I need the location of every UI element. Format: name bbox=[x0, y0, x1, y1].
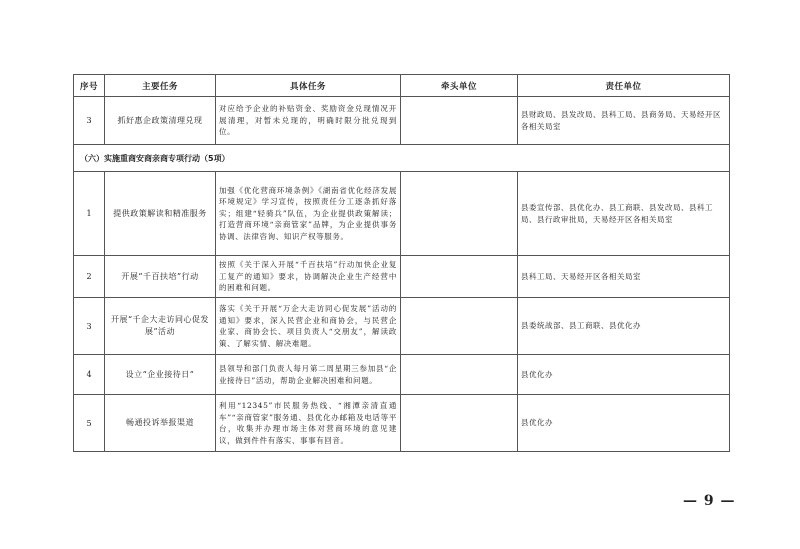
row-main-task: 设立“企业接待日” bbox=[105, 355, 216, 395]
row-no: 4 bbox=[74, 355, 105, 395]
row-no: 3 bbox=[74, 298, 105, 355]
row-no: 1 bbox=[74, 172, 105, 256]
row-detail: 加强《优化营商环境条例》《湖南省优化经济发展环境规定》学习宣传，按照责任分工逐条抓好落实；组建“轻骑兵”队伍，为企业提供政策解读；打造营商环境“亲商管家”品牌，为企业提供事务协调、法律咨询、知识产权等服务。 bbox=[216, 172, 401, 256]
row-detail: 利用“12345”市民服务热线、“湘潭亲清直通车”“亲商管家”服务通、县优化办邮箱及电话等平台，收集并办理市场主体对营商环境的意见建议，做到件件有落实、事事有回音。 bbox=[216, 395, 401, 452]
header-no: 序号 bbox=[74, 75, 105, 97]
table-row bbox=[74, 97, 730, 145]
row-main-task: 畅通投诉举报渠道 bbox=[105, 395, 216, 452]
row-main-task: 开展“千百扶培”行动 bbox=[105, 256, 216, 298]
row-responsible: 县优化办 bbox=[518, 395, 730, 452]
row-lead bbox=[401, 97, 518, 145]
header-responsible: 责任单位 bbox=[518, 75, 730, 97]
table-row bbox=[74, 355, 730, 395]
task-table bbox=[73, 74, 730, 452]
header-main-task: 主要任务 bbox=[105, 75, 216, 97]
page-number: — 9 — bbox=[683, 493, 736, 509]
row-detail: 落实《关于开展“万企大走访同心促发展”活动的通知》要求，深入民营企业和商协会，与民营企业家、商协会长、项目负责人“交朋友”，解读政策、了解实情、解决难题。 bbox=[216, 298, 401, 355]
row-main-task: 抓好惠企政策清理兑现 bbox=[105, 97, 216, 145]
table-row bbox=[74, 172, 730, 256]
section-row bbox=[74, 145, 730, 172]
row-detail: 对应给予企业的补贴资金、奖励资金兑现情况开展清理，对暂未兑现的，明确时限分批兑现到位。 bbox=[216, 97, 401, 145]
row-responsible: 县科工局、天易经开区各相关局室 bbox=[518, 256, 730, 298]
row-lead bbox=[401, 298, 518, 355]
row-main-task: 开展“千企大走访同心促发展”活动 bbox=[105, 298, 216, 355]
section-title: （六）实施重商安商亲商专项行动（5项） bbox=[74, 145, 730, 172]
header-lead: 牵头单位 bbox=[401, 75, 518, 97]
row-lead bbox=[401, 395, 518, 452]
row-lead bbox=[401, 355, 518, 395]
row-responsible: 县财政局、县发改局、县科工局、县商务局、天易经开区各相关局室 bbox=[518, 97, 730, 145]
row-detail: 按照《关于深入开展“千百扶培”行动加快企业复工复产的通知》要求，协调解决企业生产经营中的困难和问题。 bbox=[216, 256, 401, 298]
row-lead bbox=[401, 256, 518, 298]
table-row bbox=[74, 256, 730, 298]
row-responsible: 县优化办 bbox=[518, 355, 730, 395]
row-no: 3 bbox=[74, 97, 105, 145]
row-no: 5 bbox=[74, 395, 105, 452]
row-no: 2 bbox=[74, 256, 105, 298]
table-header-row bbox=[74, 75, 730, 97]
row-responsible: 县委宣传部、县优化办、县工商联、县发改局、县科工局、县行政审批局，天易经开区各相关局室 bbox=[518, 172, 730, 256]
row-lead bbox=[401, 172, 518, 256]
row-detail: 县领导和部门负责人每月第二周星期三参加县“企业接待日”活动，帮助企业解决困难和问题。 bbox=[216, 355, 401, 395]
row-main-task: 提供政策解读和精准服务 bbox=[105, 172, 216, 256]
header-detail: 具体任务 bbox=[216, 75, 401, 97]
table-row bbox=[74, 395, 730, 452]
row-responsible: 县委统战部、县工商联、县优化办 bbox=[518, 298, 730, 355]
table-row bbox=[74, 298, 730, 355]
